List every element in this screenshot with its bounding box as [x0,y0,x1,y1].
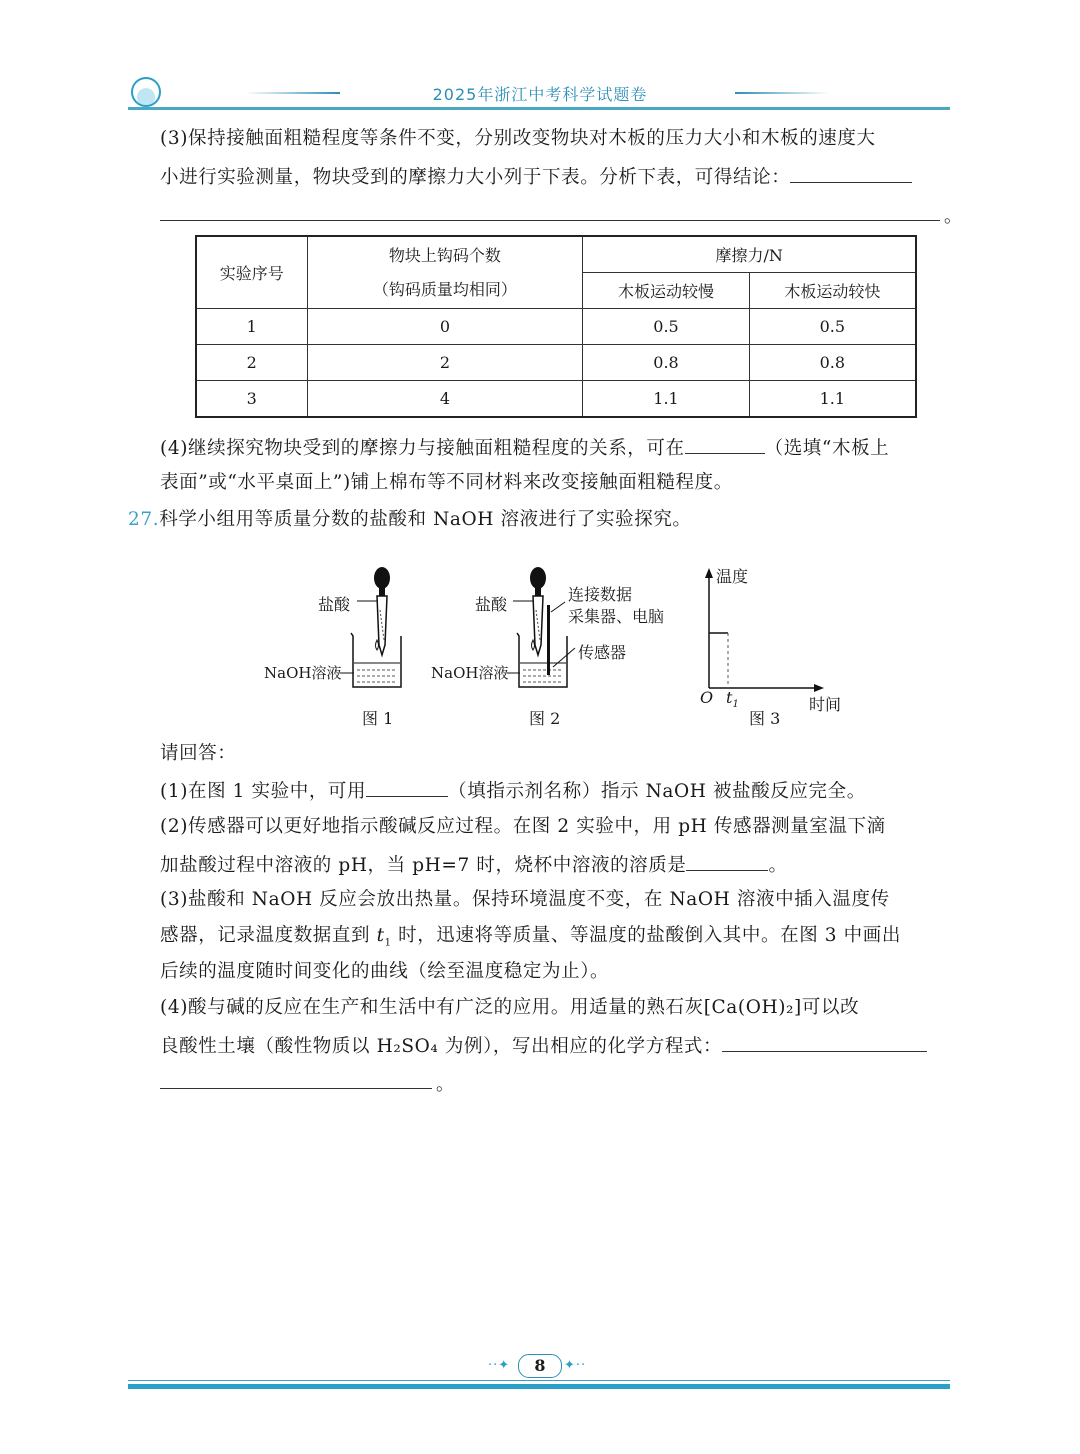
axis-label-time: 时间 [809,695,842,714]
period: 。 [768,855,788,876]
cell-weights: 2 [307,345,583,381]
q26-part3-line2 [160,164,912,190]
cell-index: 1 [196,309,307,345]
table-row [196,381,916,418]
footer-divider-thick [128,1384,950,1389]
q27-part4-text: 良酸性土壤（酸性物质以 H₂SO₄ 为例），写出相应的化学方程式： [160,1036,723,1057]
header-weights [307,236,583,309]
q27-part2-line2 [160,852,788,878]
answer-blank-line[interactable] [160,1088,432,1089]
cell-slow: 1.1 [583,381,749,418]
q26-part4-options: （选填“木板上 [764,438,890,459]
beaker-icon [351,633,401,687]
cell-fast: 1.1 [749,381,916,418]
label-sensor: 传感器 [578,643,627,662]
q27-part3-line2 [160,924,901,956]
page-number: 8 [518,1354,562,1378]
fig2-caption: 图 2 [529,709,561,728]
period: 。 [944,206,962,227]
sensor-probe-icon [547,605,550,675]
header-friction: 摩擦力/N [583,236,916,273]
header-index: 实验序号 [196,236,307,309]
exam-title: 2025年浙江中考科学试题卷 [432,85,648,104]
q26-part4-line1 [160,435,889,461]
cell-weights: 0 [307,309,583,345]
q26-part4-line2: 表面”或“水平桌面上”)铺上棉布等不同材料来改变接触面粗糙程度。 [160,472,733,493]
beaker-icon [517,633,567,687]
q27-part3-line1: (3)盐酸和 NaOH 反应会放出热量。保持环境温度不变，在 NaOH 溶液中插入温度传 [160,889,890,910]
answer-blank[interactable] [685,435,765,454]
question-number: 27. [128,509,160,530]
fig3-caption: 图 3 [749,709,781,728]
table-row [196,345,916,381]
q27-part3-text: 感器，记录温度数据直到 [160,925,377,946]
cell-slow: 0.5 [583,309,749,345]
t1-inline-subscript: 1 [384,937,392,949]
header-weights-line1: 物块上钩码个数 [388,245,501,265]
period: 。 [436,1074,454,1095]
label-acid: 盐酸 [318,595,351,614]
t1-label: t [726,688,733,707]
axis-label-temperature: 温度 [716,567,749,586]
label-acid: 盐酸 [475,595,508,614]
q27-part1 [160,778,866,804]
answer-blank-line[interactable] [160,220,940,221]
table-row [196,309,916,345]
label-connect-device: 采集器、电脑 [568,607,665,626]
label-base: NaOH溶液 [431,664,509,682]
cell-index: 2 [196,345,307,381]
axis-origin: O [700,688,714,707]
q27-part4-line2 [160,1033,927,1059]
label-base: NaOH溶液 [264,664,342,682]
answer-blank[interactable] [366,778,448,797]
q27-part2-line1: (2)传感器可以更好地指示酸碱反应过程。在图 2 实验中，用 pH 传感器测量室温下滴 [160,816,886,837]
q27-part4-line1: (4)酸与碱的反应在生产和生活中有广泛的应用。用适量的熟石灰[Ca(OH)₂]可以改 [160,997,860,1018]
cell-slow: 0.8 [583,345,749,381]
cell-fast: 0.5 [749,309,916,345]
cell-index: 3 [196,381,307,418]
q27-stem [128,508,692,532]
q27-prompt: 请回答： [160,743,237,764]
footer-decoration-right: ✦·· [564,1358,587,1373]
footer-divider-thin [128,1380,950,1381]
q27-part3-text-cont: 时，迅速将等质量、等温度的盐酸倒入其中。在图 3 中画出 [391,925,901,946]
q27-part2-text: 加盐酸过程中溶液的 pH，当 pH=7 时，烧杯中溶液的溶质是 [160,855,687,876]
experiment-figures [255,560,875,740]
header-slow: 木板运动较慢 [583,273,749,309]
q26-part4-text: (4)继续探究物块受到的摩擦力与接触面粗糙程度的关系，可在 [160,438,685,459]
header-weights-line2: （钩码质量均相同） [372,279,517,299]
header-fast: 木板运动较快 [749,273,916,309]
q27-part1-text: (1)在图 1 实验中，可用 [160,781,367,802]
cell-fast: 0.8 [749,345,916,381]
q27-part3-line3: 后续的温度随时间变化的曲线（绘至温度稳定为止）。 [160,961,610,982]
answer-blank[interactable] [790,164,912,183]
q26-part3-line1: (3)保持接触面粗糙程度等条件不变，分别改变物块对木板的压力大小和木板的速度大 [160,128,876,149]
friction-data-table [195,235,917,418]
footer-decoration-left: ··✦ [488,1358,511,1373]
answer-blank[interactable] [722,1033,927,1052]
t1-subscript: 1 [732,699,739,711]
label-connect: 连接数据 [568,585,633,604]
t1-inline: t [376,925,385,946]
answer-blank[interactable] [686,852,768,871]
fig1-caption: 图 1 [362,709,394,728]
cell-weights: 4 [307,381,583,418]
q27-stem-text: 科学小组用等质量分数的盐酸和 NaOH 溶液进行了实验探究。 [159,509,692,530]
q27-part1-text-end: （填指示剂名称）指示 NaOH 被盐酸反应完全。 [448,781,866,802]
q26-part3-text: 小进行实验测量，物块受到的摩擦力大小列于下表。分析下表，可得结论： [160,167,791,188]
axis-t1 [726,688,739,710]
header-divider [128,107,950,110]
